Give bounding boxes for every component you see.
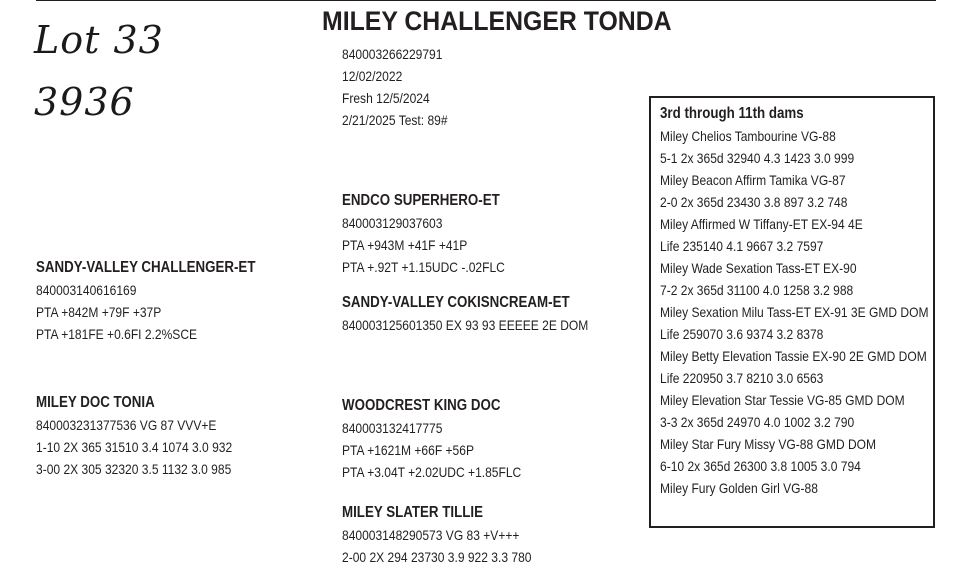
dam-entry: Miley Chelios Tambourine VG-88 [660,128,836,144]
handwritten-tag-number: 3936 [34,80,135,124]
sire-line: PTA +181FE +0.6FI 2.2%SCE [36,326,198,342]
dam-entry: Miley Betty Elevation Tassie EX-90 2E GMD DOM [660,348,927,364]
handwritten-lot-number: Lot 33 [34,18,164,62]
dam-entry: Life 220950 3.7 8210 3.0 6563 [660,370,824,386]
dams-list [660,103,970,499]
maternal-grandsire-line: 840003132417775 [342,420,443,436]
sire-name: SANDY-VALLEY CHALLENGER-ET [36,259,256,276]
sire-line: 840003140616169 [36,282,137,298]
maternal-grandsire-line: PTA +3.04T +2.02UDC +1.85FLC [342,464,522,480]
maternal-granddam-line: 2-00 2X 294 23730 3.9 922 3.3 780 [342,549,532,565]
dams-box [649,96,935,528]
dam-entry: Miley Wade Sexation Tass-ET EX-90 [660,260,857,276]
maternal-grandsire-name: WOODCREST KING DOC [342,397,501,414]
dam-entry: 5-1 2x 365d 32940 4.3 1423 3.0 999 [660,150,855,166]
dam-entry: 7-2 2x 365d 31100 4.0 1258 3.2 988 [660,282,854,298]
dam-line: 3-00 2X 305 32320 3.5 1132 3.0 985 [36,461,232,477]
dam-entry: Life 259070 3.6 9374 3.2 8378 [660,326,824,342]
dams-heading: 3rd through 11th dams [660,105,804,122]
maternal-grandsire-block [342,395,550,483]
dam-name: MILEY DOC TONIA [36,394,155,411]
maternal-granddam-name: MILEY SLATER TILLIE [342,504,483,521]
animal-name-title: MILEY CHALLENGER TONDA [322,6,672,36]
paternal-grandsire-line: 840003129037603 [342,215,443,231]
dam-line: 1-10 2X 365 31510 3.4 1074 3.0 932 [36,439,233,455]
maternal-granddam-line: 840003148290573 VG 83 +V+++ [342,527,520,543]
paternal-grandsire-line: PTA +.92T +1.15UDC -.02FLC [342,259,505,275]
dam-entry: Miley Sexation Milu Tass-ET EX-91 3E GMD DOM [660,304,929,320]
maternal-grandsire-line: PTA +1621M +66F +56P [342,442,474,458]
fresh-date: Fresh 12/5/2024 [342,90,430,106]
maternal-granddam-block [342,502,562,568]
dam-entry: Miley Elevation Star Tessie VG-85 GMD DOM [660,392,905,408]
dam-entry: 2-0 2x 365d 23430 3.8 897 3.2 748 [660,194,848,210]
paternal-granddam-name: SANDY-VALLEY COKISNCREAM-ET [342,294,570,311]
dam-entry: Miley Beacon Affirm Tamika VG-87 [660,172,846,188]
dam-entry: 3-3 2x 365d 24970 4.0 1002 3.2 790 [660,414,855,430]
animal-info-block [342,43,465,131]
sire-block [36,257,291,345]
sire-line: PTA +842M +79F +37P [36,304,162,320]
dam-entry: Miley Affirmed W Tiffany-ET EX-94 4E [660,216,863,232]
top-rule [36,0,936,1]
registration-number: 840003266229791 [342,46,443,62]
dam-entry: Miley Star Fury Missy VG-88 GMD DOM [660,436,877,452]
dam-entry: Miley Fury Golden Girl VG-88 [660,480,818,496]
dam-entry: 6-10 2x 365d 26300 3.8 1005 3.0 794 [660,458,861,474]
dam-entry: Life 235140 4.1 9667 3.2 7597 [660,238,824,254]
paternal-granddam-block [342,292,628,336]
test-info: 2/21/2025 Test: 89# [342,112,448,128]
paternal-grandsire-name: ENDCO SUPERHERO-ET [342,192,500,209]
dam-block [36,392,264,480]
birth-date: 12/02/2022 [342,68,403,84]
dam-line: 840003231377536 VG 87 VVV+E [36,417,217,433]
paternal-grandsire-block [342,190,531,278]
paternal-grandsire-line: PTA +943M +41F +41P [342,237,468,253]
paternal-granddam-line: 840003125601350 EX 93 93 EEEEE 2E DOM [342,317,589,333]
